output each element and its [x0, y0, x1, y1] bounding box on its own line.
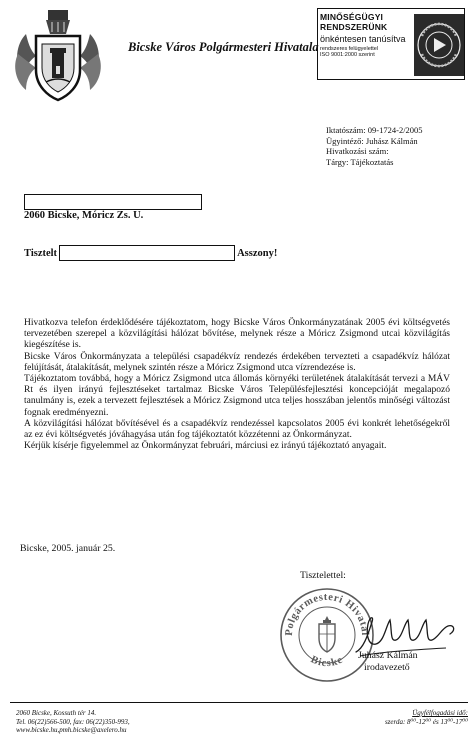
- footer-phone: Tel. 06(22)566-500, fax: 06(22)350-993,: [16, 717, 130, 726]
- subject: Tárgy: Tájékoztatás: [326, 156, 394, 167]
- date-line: Bicske, 2005. január 25.: [20, 543, 116, 554]
- city-crest-logo: [8, 4, 108, 104]
- body-paragraph-4: A közvilágítási hálózat bővítésével és a csapadékvíz rendezéssel kapcsolatos 2005 évi konkrét lehetőségekről az ez évi költségvetés jóváhagyása után fog tájékoztatót közzétenni az Önkormányzat.: [24, 418, 450, 441]
- certification-text: [320, 12, 415, 58]
- stamp-bottom-text: Bicske: [308, 654, 346, 670]
- stamp-top-text: Polgármesteri Hivatal: [283, 591, 371, 637]
- cert-standard: ISO 9001:2000 szerint: [320, 52, 375, 58]
- redacted-salutation-name-box: [59, 245, 235, 261]
- signer-title: irodavezető: [364, 662, 410, 673]
- footer-web: www.bicske.hu,pmh.bicske@axelero.hu: [16, 726, 127, 734]
- body-paragraph-2: Bicske Város Önkormányzata a települési csapadékvíz rendezés érdekében tervezteti a csapadékvíz hálózat felújítását, átalakítását, melynek szintén része a Móricz Zsigmond utca vízrendezése is.: [24, 351, 450, 373]
- body-paragraph-3: Tájékoztatom továbbá, hogy a Móricz Zsigmond utca állomás környéki területének átalakítását tervezi a MÁV Rt és ilyen irányú fejlesztéseket tartalmaz Bicske Város Településfejlesztési koncepcióját megalapozó tanulmány is, ezek a tervezett fejlesztések a Móricz Zsigmond utca teljes hosszában jelentős minőségi változást fognak eredményezni.: [24, 374, 450, 418]
- footer-office-hours: [352, 709, 468, 726]
- letter-body: [24, 318, 450, 452]
- body-paragraph-1: Hivatkozva telefon érdeklődésére tájékoztatom, hogy Bicske Város Önkormányzatának 2005 évi költségvetés tervezetében szerepel a közvilágítási hálózat bővítése, melynek része a Móricz Zsigmond utcai közvilágítás kiegészítése is.: [24, 318, 450, 351]
- file-number: Iktatószám: 09-1724-2/2005: [326, 125, 423, 135]
- office-hours: szerda: 8⁰⁰-12⁰⁰ és 13⁰⁰-17⁰⁰: [384, 717, 468, 726]
- cert-title-line1: MINŐSÉGÜGYI: [320, 12, 384, 22]
- case-officer: Ügyintéző: Juhász Kálmán: [326, 135, 418, 146]
- signer-name: Juhász Kálmán: [358, 650, 418, 661]
- certification-seal-icon: [414, 14, 464, 76]
- office-hours-title: Ügyfélfogadási idő:: [412, 709, 468, 717]
- footer-contact: [16, 709, 130, 735]
- cert-title-line2: RENDSZERÜNK: [320, 22, 388, 32]
- footer-address: 2060 Bicske, Kossuth tér 14.: [16, 709, 97, 717]
- reference-block: [326, 125, 423, 167]
- reference-number: Hivatkozási szám:: [326, 146, 389, 156]
- salutation-end: Asszony!: [237, 247, 278, 259]
- recipient-address: 2060 Bicske, Móricz Zs. U.: [24, 210, 144, 221]
- cert-voluntary: önkéntesen tanúsítva: [320, 34, 406, 44]
- footer-divider: [10, 702, 468, 703]
- cert-monitored: rendszeres felügyelettel: [320, 46, 379, 52]
- redacted-name-box: [24, 194, 202, 210]
- salutation-start: Tisztelt: [24, 247, 58, 259]
- closing: Tisztelettel:: [300, 570, 346, 581]
- salutation: [24, 245, 277, 261]
- office-title: Bicske Város Polgármesteri Hivatala: [128, 40, 319, 54]
- svg-text:Bicske: [309, 654, 345, 669]
- body-paragraph-5: Kérjük kísérje figyelemmel az Önkormányzat februári, márciusi ez irányú tájékoztató anyagait.: [24, 441, 387, 452]
